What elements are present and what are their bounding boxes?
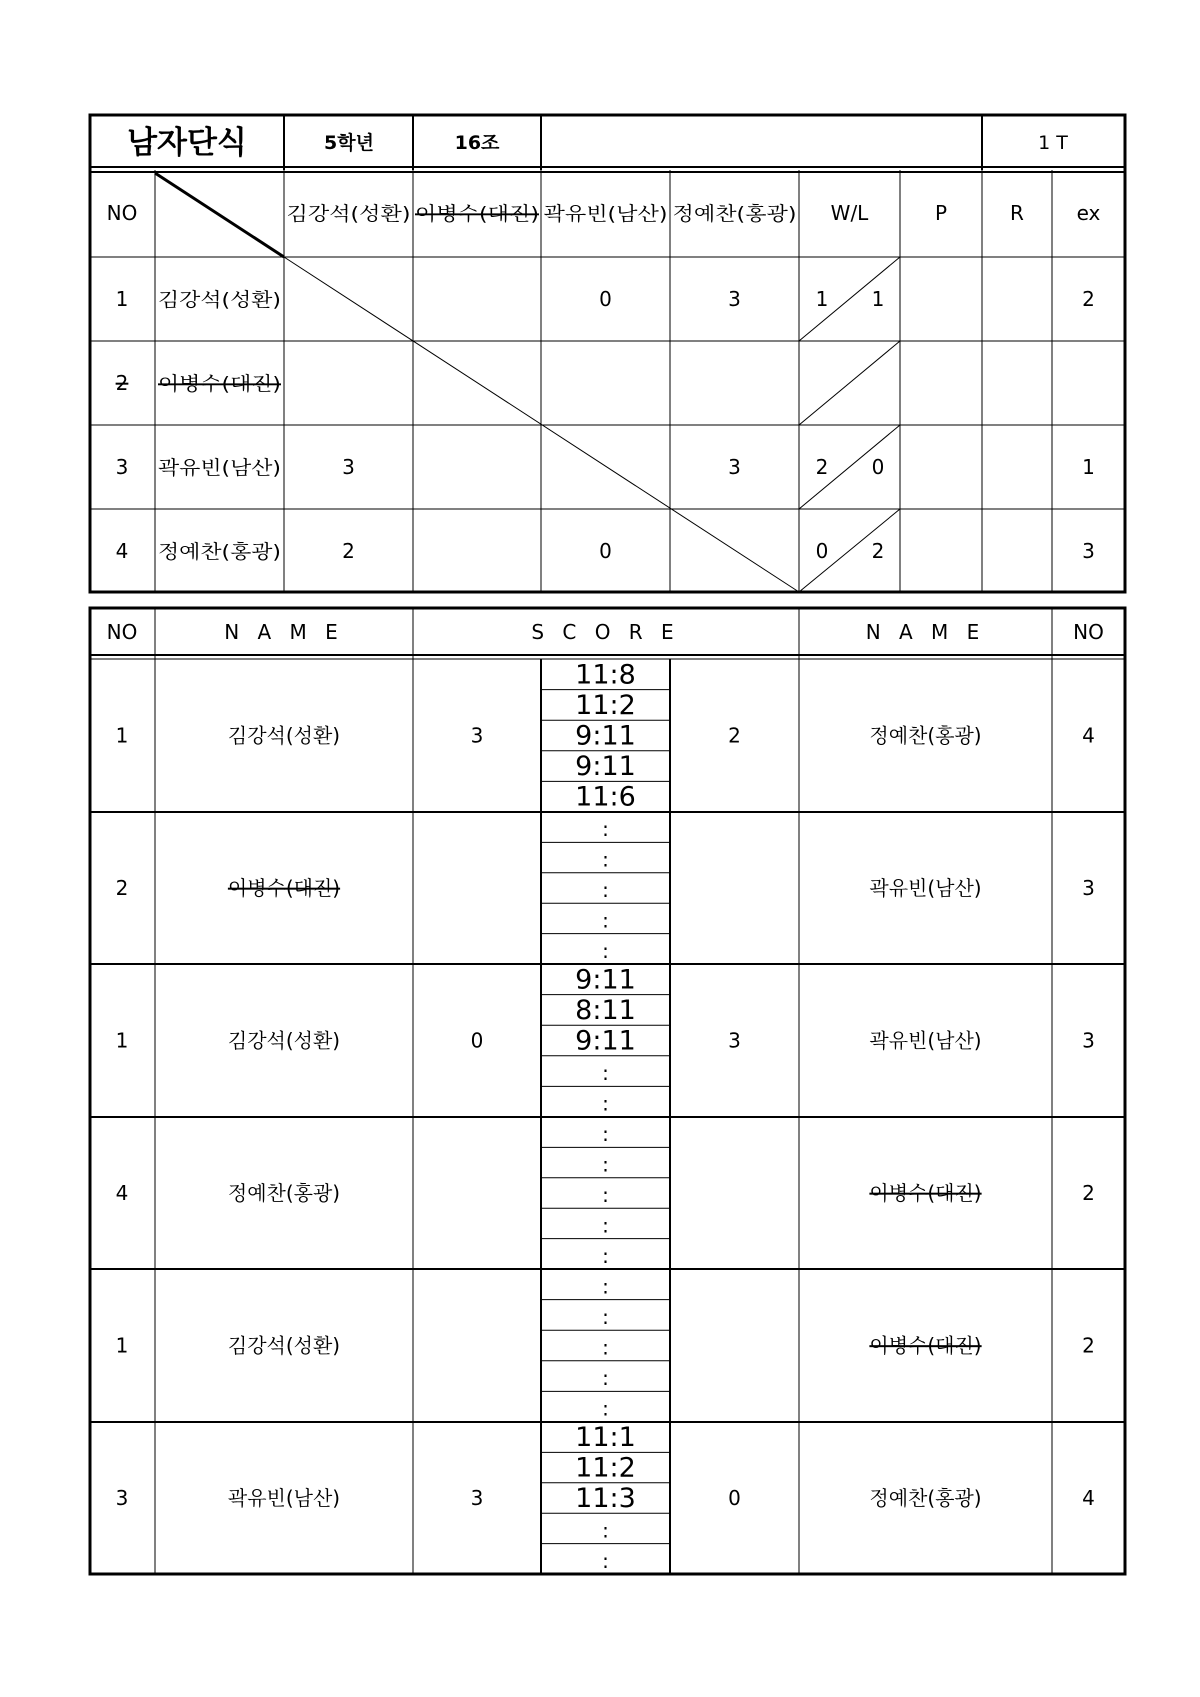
game-score: : [602,847,609,872]
stat-column-header: P [934,201,948,225]
match-left-no: 3 [115,1486,129,1510]
match-right-name: 이병수(대진) [869,1181,982,1205]
game-score: 11:3 [575,1483,636,1514]
ex-cell: 3 [1082,539,1095,563]
match-right-name: 정예찬(홍광) [869,1486,982,1510]
game-score: : [602,908,609,933]
match-left-name: 김강석(성환) [227,723,341,748]
league-no-header: NO [106,201,138,225]
league-score-cell: 3 [342,455,355,479]
game-score: : [602,938,609,963]
match-left-score: 0 [470,1028,484,1053]
game-score: : [602,1152,609,1177]
match-right-name: 이병수(대진) [869,1333,982,1358]
league-score-cell: 3 [728,455,741,479]
player-column-header: 이병수(대진) [415,203,539,225]
game-score: 11:8 [575,659,636,691]
match-right-no: 3 [1082,876,1095,900]
player-column-header: 김강석(성환) [286,203,411,225]
game-score: : [602,1274,609,1299]
stat-column-header: W/L [830,201,869,225]
match-left-no: 1 [115,1028,129,1053]
match-column-header: NO [1073,620,1104,644]
game-score: 9:11 [575,720,636,752]
game-score: : [602,1213,609,1238]
ex-cell: 1 [1082,455,1095,479]
match-left-no: 2 [115,876,129,900]
league-row-name: 정예찬(홍광) [158,541,265,563]
header-row [127,125,1068,161]
league-score-cell: 0 [599,539,612,563]
league-row-name: 이병수(대진) [158,373,281,395]
game-score: : [602,1335,609,1360]
match-right-name: 곽유빈(남산) [869,876,982,900]
game-score: : [602,1061,609,1086]
game-score: : [602,1243,609,1268]
loss-count: 1 [871,287,885,311]
game-score: : [602,817,609,842]
match-header [107,620,1104,644]
league-row-no: 2 [115,371,129,395]
loss-count: 0 [871,455,885,479]
match-left-score: 3 [470,723,484,748]
game-score: : [602,1518,609,1543]
game-score: : [602,1304,609,1329]
match-left-no: 1 [115,1333,129,1358]
match-left-name: 김강석(성환) [227,1333,341,1358]
match-left-name: 이병수(대진) [227,876,341,900]
game-score: : [602,1366,609,1391]
league-score-cell: 2 [342,539,355,563]
game-score: : [602,878,609,902]
game-score: 8:11 [575,994,636,1026]
player-column-header: 정예찬(홍광) [672,203,780,225]
game-score: 11:2 [575,1452,636,1484]
league-score-cell: 0 [599,287,612,311]
match-column-header: N A M E [224,620,344,644]
group-label: 16조 [454,132,500,154]
game-score: 9:11 [575,751,636,783]
stat-column-header: ex [1076,201,1101,225]
match-left-no: 1 [115,723,129,748]
game-score: : [602,1396,609,1421]
match-left-no: 4 [115,1181,129,1205]
league-score-cell: 3 [728,287,741,311]
match-right-score: 2 [728,723,741,748]
game-score: 11:6 [575,781,636,813]
league-grid [90,115,1125,592]
match-right-name: 정예찬(홍광) [869,723,982,748]
game-score: 9:11 [575,1025,636,1057]
player-column-header: 곽유빈(남산) [543,203,668,225]
league-row-name: 김강석(성환) [158,289,281,311]
league-row-no: 4 [115,539,129,563]
grade-label: 5학년 [324,132,374,154]
match-right-no: 2 [1082,1181,1095,1205]
loss-count: 2 [871,539,885,563]
game-score: 9:11 [575,964,636,996]
win-count: 1 [815,287,829,311]
match-right-no: 2 [1082,1333,1095,1358]
game-score: 11:1 [575,1422,636,1454]
game-score: : [602,1091,609,1116]
ex-cell: 2 [1082,287,1095,311]
match-column-header: N A M E [865,620,986,644]
league-header [107,201,1101,225]
win-count: 2 [815,455,829,479]
league-row-name: 곽유빈(남산) [158,457,281,479]
match-right-score: 3 [728,1028,741,1053]
match-right-score: 0 [728,1486,741,1510]
match-column-header: NO [106,620,138,644]
match-right-name: 곽유빈(남산) [869,1028,982,1053]
match-right-no: 4 [1082,1486,1095,1510]
match-left-name: 정예찬(홍광) [227,1181,341,1205]
match-right-no: 3 [1082,1028,1095,1053]
league-row-no: 1 [115,287,129,311]
stat-column-header: R [1010,201,1024,225]
game-score: : [602,1548,609,1573]
match-column-header: S C O R E [531,620,680,644]
game-score: : [602,1183,609,1207]
game-score: 11:2 [575,689,636,721]
table-number: 1 T [1038,132,1068,154]
match-left-name: 김강석(성환) [227,1028,341,1053]
match-left-name: 곽유빈(남산) [227,1486,341,1510]
game-score: : [602,1122,609,1147]
league-row-no: 3 [115,455,129,479]
match-left-score: 3 [470,1486,484,1510]
match-right-no: 4 [1082,723,1095,748]
win-count: 0 [815,539,829,563]
event-title: 남자단식 [127,125,247,161]
